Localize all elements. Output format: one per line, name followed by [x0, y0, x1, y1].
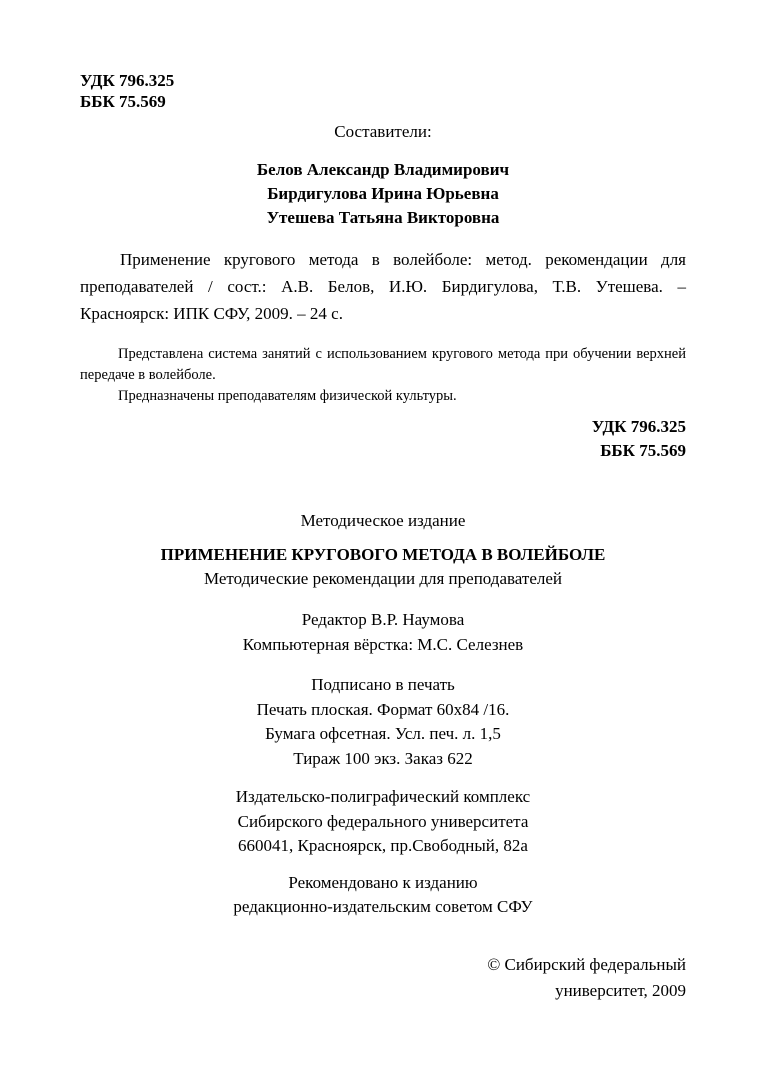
- print-info-line: Бумага офсетная. Усл. печ. л. 1,5: [265, 724, 501, 743]
- edition-type: Методическое издание: [300, 511, 466, 530]
- classification-codes-top: [80, 70, 686, 112]
- print-info-block: [80, 673, 686, 771]
- compiler-name: Утешева Татьяна Викторовна: [266, 208, 500, 227]
- abstract-paragraph: Представлена система занятий с использованием кругового метода при обучении верхней передаче в волейболе.: [80, 346, 686, 383]
- print-info-line: Печать плоская. Формат 60х84 /16.: [256, 699, 510, 719]
- udk-code: УДК 796.325: [80, 71, 175, 90]
- bbk-code: ББК 75.569: [80, 92, 166, 111]
- page-subtitle: Методические рекомендации для преподавателей: [203, 569, 563, 588]
- copyright-block: [80, 952, 686, 1004]
- abstract-paragraph: Предназначены преподавателям физической культуры.: [118, 388, 457, 404]
- recommendation-block: [80, 871, 686, 920]
- page-content: [80, 70, 686, 1004]
- print-info-line: Тираж 100 экз. Заказ 622: [293, 748, 473, 768]
- publisher-line: 660041, Красноярск, пр.Свободный, 82а: [238, 836, 528, 855]
- layout-line: Компьютерная вёрстка: М.С. Селезнев: [242, 635, 524, 654]
- compilers-label: Составители:: [334, 122, 432, 141]
- publisher-block: [80, 785, 686, 859]
- staff-block: [80, 607, 686, 657]
- compiler-name: Белов Александр Владимирович: [256, 160, 510, 179]
- publisher-line: Сибирского федерального университета: [237, 811, 529, 831]
- abstract: [80, 344, 686, 407]
- compiler-name: Бирдигулова Ирина Юрьевна: [267, 184, 499, 203]
- recommendation-line: редакционно-издательским советом СФУ: [233, 897, 533, 916]
- classification-codes-right: [80, 415, 686, 463]
- editor-line: Редактор В.Р. Наумова: [301, 610, 465, 629]
- page-title: ПРИМЕНЕНИЕ КРУГОВОГО МЕТОДА В ВОЛЕЙБОЛЕ: [160, 545, 606, 564]
- bbk-code-right: ББК 75.569: [600, 441, 686, 460]
- publisher-line: Издательско-полиграфический комплекс: [235, 787, 531, 806]
- udk-code-right: УДК 796.325: [591, 417, 686, 436]
- print-info-line: Подписано в печать: [311, 675, 455, 694]
- copyright-line: © Сибирский федеральный: [487, 954, 686, 974]
- compilers-list: [80, 158, 686, 230]
- bibliographic-record: Применение кругового метода в волейболе: метод. рекомендации для преподавателей / сост.: А.В. Белов, И.Ю. Бирдигулова, Т.В. Утешева. – Красноярск: ИПК СФУ, 2009. – 24 с.: [80, 250, 686, 323]
- recommendation-line: Рекомендовано к изданию: [288, 872, 478, 892]
- copyright-line: университет, 2009: [555, 980, 686, 1000]
